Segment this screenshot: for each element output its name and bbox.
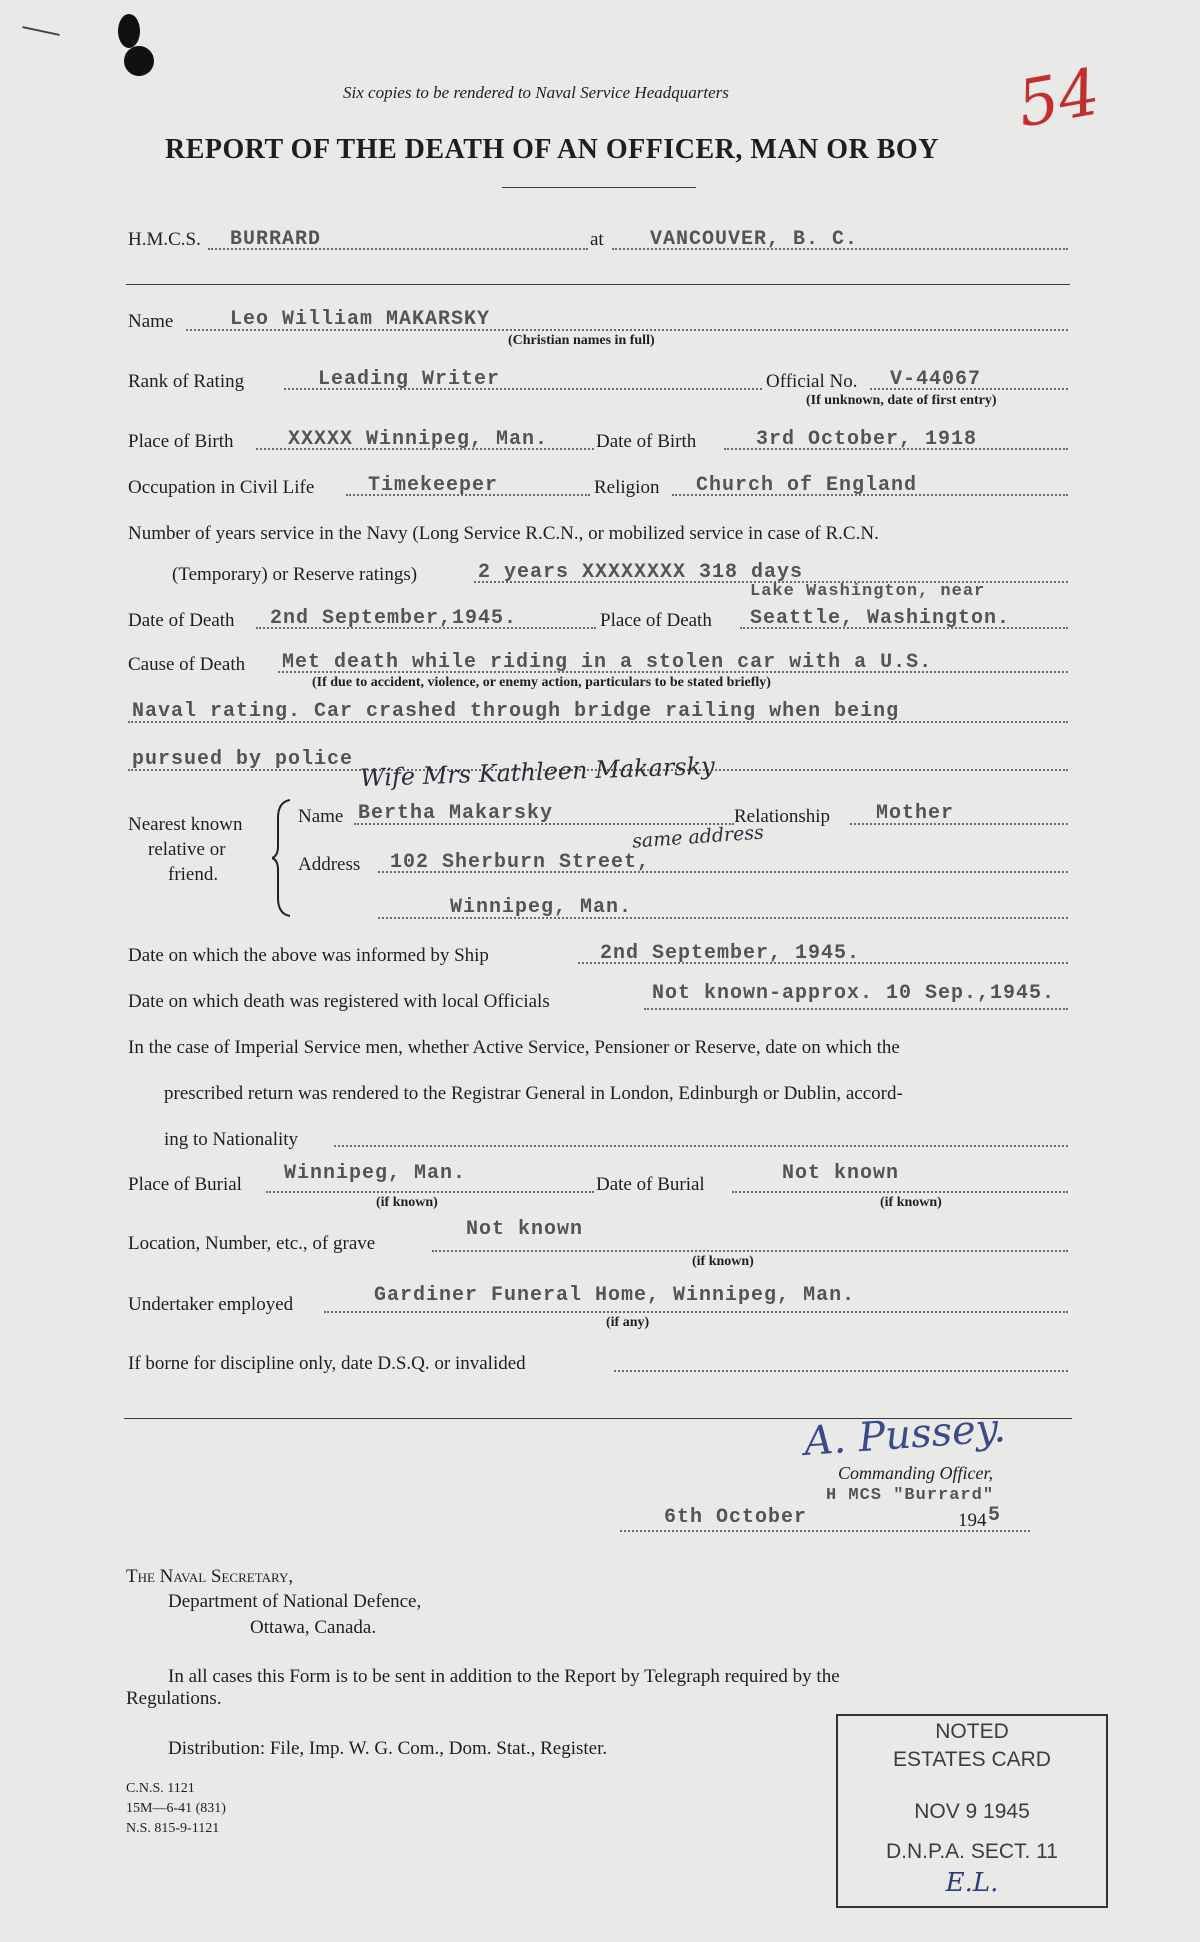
address-value-line1: 102 Sherburn Street,: [390, 851, 651, 874]
rel-name-dots: [354, 823, 734, 825]
location-value: VANCOUVER, B. C.: [650, 228, 859, 251]
informed-dots: [578, 962, 1068, 964]
place-birth-label: Place of Birth: [128, 431, 234, 452]
form-code-1: C.N.S. 1121: [126, 1781, 195, 1796]
years-label-line2: (Temporary) or Reserve ratings): [172, 564, 418, 585]
imperial-line2: prescribed return was rendered to the Registrar General in London, Edinburgh or Dublin, accord-: [164, 1083, 903, 1104]
occupation-dots: [346, 494, 590, 496]
relationship-dots: [850, 823, 1068, 825]
address-label: Address: [298, 854, 361, 875]
official-no-dots: [870, 388, 1068, 390]
addressee-line1: The Naval Secretary,: [126, 1566, 294, 1587]
instruction-line1: In all cases this Form is to be sent in addition to the Report by Telegraph required by the: [168, 1666, 840, 1687]
undertaker-hint: (if any): [606, 1315, 650, 1330]
year-prefix: 194: [958, 1510, 987, 1531]
rel-name-label: Name: [298, 806, 344, 827]
burial-date-hint: (if known): [880, 1195, 942, 1210]
date-birth-label: Date of Birth: [596, 431, 697, 452]
cause-value-line1: Met death while riding in a stolen car with a U.S.: [282, 651, 933, 674]
place-death-value-line2: Seattle, Washington.: [750, 607, 1011, 630]
name-label: Name: [128, 311, 174, 332]
discipline-label: If borne for discipline only, date D.S.Q. or invalided: [128, 1353, 526, 1374]
cause-label: Cause of Death: [128, 654, 246, 675]
form-code-2: 15M—6-41 (831): [126, 1801, 226, 1816]
undertaker-value: Gardiner Funeral Home, Winnipeg, Man.: [374, 1284, 856, 1307]
occupation-value: Timekeeper: [368, 474, 499, 497]
burial-date-label: Date of Burial: [596, 1174, 705, 1195]
relationship-value: Mother: [876, 802, 955, 825]
discipline-dots: [614, 1370, 1068, 1372]
religion-value: Church of England: [696, 474, 918, 497]
hmcs-label: H.M.C.S.: [128, 229, 201, 250]
imperial-line1: In the case of Imperial Service men, whether Active Service, Pensioner or Reserve, date on which the: [128, 1037, 900, 1058]
sign-date-value: 6th October: [664, 1506, 808, 1529]
burial-place-hint: (if known): [376, 1195, 438, 1210]
burial-place-label: Place of Burial: [128, 1174, 242, 1195]
informed-label: Date on which the above was informed by Ship: [128, 945, 489, 966]
stamp-line2: ESTATES CARD: [893, 1748, 1051, 1771]
punch-hole: [124, 46, 154, 76]
undertaker-dots: [324, 1311, 1068, 1313]
relationship-label: Relationship: [734, 806, 831, 827]
wife-note-handwriting: Wife Mrs Kathleen Makarsky: [359, 751, 716, 793]
undertaker-label: Undertaker employed: [128, 1294, 294, 1315]
official-no-hint: (If unknown, date of first entry): [806, 393, 997, 408]
ship-dots: [208, 248, 588, 250]
burial-date-value: Not known: [782, 1162, 900, 1185]
place-birth-dots: [256, 448, 594, 450]
address-value-line2: Winnipeg, Man.: [450, 896, 633, 919]
name-value: Leo William MAKARSKY: [230, 308, 491, 331]
grave-dots: [432, 1250, 1068, 1252]
name-hint: (Christian names in full): [508, 333, 655, 348]
burial-place-dots: [266, 1191, 594, 1193]
rank-dots: [284, 388, 762, 390]
religion-label: Religion: [594, 477, 660, 498]
address-dots-2: [378, 917, 1068, 919]
rank-label: Rank of Rating: [128, 371, 245, 392]
form-code-3: N.S. 815-9-1121: [126, 1821, 220, 1836]
ship-sign-value: H MCS "Burrard": [826, 1486, 995, 1505]
nearest-label-2: relative or: [148, 839, 226, 860]
imperial-line3: ing to Nationality: [164, 1129, 299, 1150]
rank-value: Leading Writer: [318, 368, 501, 391]
instruction-line2: Regulations.: [126, 1688, 222, 1709]
date-death-label: Date of Death: [128, 610, 235, 631]
place-death-dots: [740, 627, 1068, 629]
commanding-officer-label: Commanding Officer,: [838, 1463, 993, 1483]
place-birth-value: XXXXX Winnipeg, Man.: [288, 428, 549, 451]
cause-hint: (If due to accident, violence, or enemy action, particulars to be stated briefly): [312, 675, 771, 690]
years-label-line1: Number of years service in the Navy (Long Service R.C.N., or mobilized service in case of R.C.N.: [128, 523, 879, 544]
estates-card-stamp: [836, 1714, 1108, 1908]
ship-value: BURRARD: [230, 228, 322, 251]
official-no-label: Official No.: [766, 371, 858, 392]
date-death-value: 2nd September,1945.: [270, 607, 518, 630]
sign-date-dots: [620, 1530, 1030, 1532]
stamp-line3: NOV 9 1945: [914, 1800, 1030, 1823]
at-label: at: [590, 229, 604, 250]
form-title: REPORT OF THE DEATH OF AN OFFICER, MAN OR BOY: [165, 134, 939, 165]
nearest-label-3: friend.: [168, 864, 219, 885]
relative-brace: [272, 798, 292, 918]
year-suffix-value: 5: [988, 1504, 1002, 1527]
punch-hole: [118, 14, 140, 48]
rel-name-value: Bertha Makarsky: [358, 802, 554, 825]
stamp-initials: E.L.: [945, 1868, 999, 1898]
date-birth-dots: [724, 448, 1068, 450]
registered-value: Not known-approx. 10 Sep.,1945.: [652, 982, 1056, 1005]
cause-value-line3: pursued by police: [132, 748, 354, 771]
same-address-handwriting: same address: [631, 821, 765, 853]
addressee-line2: Department of National Defence,: [168, 1591, 422, 1612]
cause-dots-2: [128, 721, 1068, 723]
place-death-value-line1: Lake Washington, near: [750, 582, 986, 601]
date-birth-value: 3rd October, 1918: [756, 428, 978, 451]
mark-stroke: [22, 26, 60, 36]
years-value: 2 years XXXXXXXX 318 days: [478, 561, 804, 584]
occupation-label: Occupation in Civil Life: [128, 477, 315, 498]
section-rule: [126, 284, 1070, 285]
header-note: Six copies to be rendered to Naval Service Headquarters: [343, 83, 729, 102]
date-death-dots: [256, 627, 596, 629]
address-dots-1: [378, 871, 1068, 873]
commanding-officer-signature: A. Pussey.: [802, 1405, 1008, 1465]
stamp-line1: NOTED: [935, 1720, 1009, 1743]
grave-hint: (if known): [692, 1254, 754, 1269]
official-no-value: V-44067: [890, 368, 982, 391]
location-dots: [612, 248, 1068, 250]
stamp-line4: D.N.P.A. SECT. 11: [886, 1840, 1058, 1863]
margin-number: 54: [1012, 55, 1106, 143]
distribution-line: Distribution: File, Imp. W. G. Com., Dom. Stat., Register.: [168, 1738, 608, 1759]
cause-dots-1: [278, 671, 1068, 673]
imperial-dots: [334, 1145, 1068, 1147]
addressee-line3: Ottawa, Canada.: [250, 1617, 377, 1638]
burial-place-value: Winnipeg, Man.: [284, 1162, 467, 1185]
grave-value: Not known: [466, 1218, 584, 1241]
informed-value: 2nd September, 1945.: [600, 942, 861, 965]
religion-dots: [672, 494, 1068, 496]
nearest-label-1: Nearest known: [128, 814, 243, 835]
grave-label: Location, Number, etc., of grave: [128, 1233, 376, 1254]
name-dots: [186, 329, 1068, 331]
place-death-label: Place of Death: [600, 610, 712, 631]
burial-date-dots: [732, 1191, 1068, 1193]
title-rule: [502, 187, 696, 188]
registered-dots: [644, 1008, 1068, 1010]
cause-value-line2: Naval rating. Car crashed through bridge railing when being: [132, 700, 900, 723]
registered-label: Date on which death was registered with local Officials: [128, 991, 550, 1012]
